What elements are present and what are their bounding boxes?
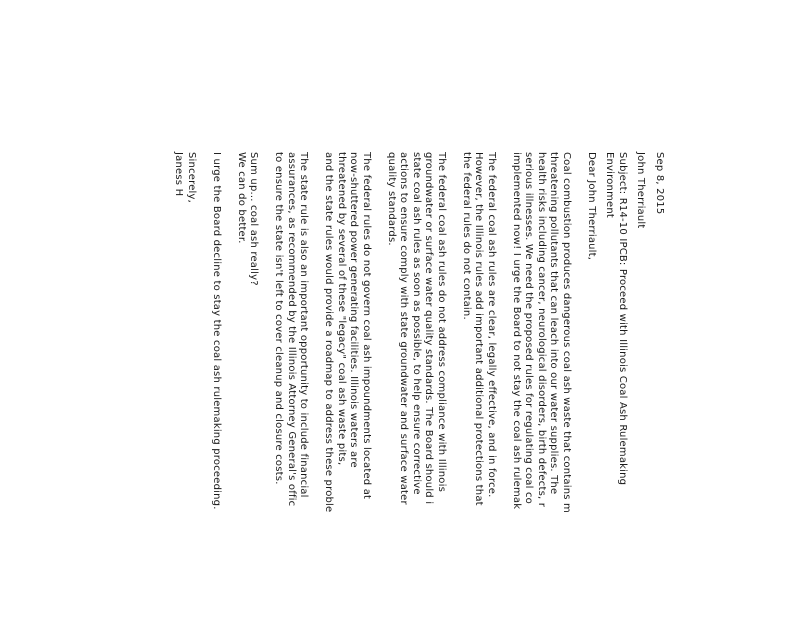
paragraph-line: threatening pollutants that can leach into our water supplies. The xyxy=(548,152,560,495)
paragraph-line: quality standards. xyxy=(386,152,397,246)
letter-subject-line-2: Environment xyxy=(604,152,616,219)
paragraph-line: to ensure the state isn't left to cover cleanup and closure costs. xyxy=(273,152,285,485)
paragraph-4 xyxy=(322,152,372,622)
paragraph-line: Coal combustion produces dangerous coal ash waste that contains m xyxy=(561,152,572,513)
letter-date: Sep 8, 2015 xyxy=(654,152,665,215)
letter-recipient: John Therriault xyxy=(635,152,647,229)
signature-name: Janess H xyxy=(173,152,185,197)
paragraph-5 xyxy=(272,152,310,622)
paragraph-line: now-shuttered power generating facilities. Illinois waters are xyxy=(348,152,360,468)
paragraph-line: The federal coal ash rules are clear, legally effective, and in force. xyxy=(486,152,497,498)
paragraph-line: implemented now! I urge the Board to not stay the coal ash rulemak xyxy=(511,152,522,510)
paragraph-1 xyxy=(510,152,573,622)
paragraph-line: The federal coal ash rules do not address compliance with Illinois xyxy=(436,152,447,493)
paragraph-line: Sum up... coal ash really? xyxy=(248,152,260,286)
signoff: Sincerely, xyxy=(186,152,197,204)
paragraph-line: serious illnesses. We need the proposed rules for regulating coal co xyxy=(523,152,535,504)
letter-salutation: Dear John Therriault, xyxy=(586,152,597,261)
paragraph-line: assurances, as recommended by the Illinois Attorney General's offic xyxy=(286,152,297,507)
paragraph-line: The federal rules do not govern coal ash impoundments located at xyxy=(361,152,372,500)
paragraph-6 xyxy=(235,152,260,622)
paragraph-line: the federal rules do not contain. xyxy=(461,152,472,320)
paragraph-line: We can do better. xyxy=(236,152,247,244)
paragraph-line: threatened by several of these "legacy" coal ash waste pits, xyxy=(336,152,347,466)
letter-body xyxy=(172,152,665,622)
paragraph-line: and the state rules would provide a roadmap to address these proble xyxy=(323,152,335,513)
letter-subject-line-1: Subject: R14-10 IPCB: Proceed with Illinois Coal Ash Rulemaking xyxy=(617,152,628,486)
paragraph-line: groundwater or surface water quality standards. The Board should i xyxy=(423,152,435,505)
paragraph-line: However, the Illinois rules add important additional protections that xyxy=(473,152,485,506)
paragraph-line: The state rule is also an important opportunity to include financial xyxy=(298,152,310,498)
paragraph-line: state coal ash rules as soon as possible, to help ensure corrective xyxy=(411,152,422,495)
paragraph-3 xyxy=(385,152,448,622)
paragraph-2 xyxy=(460,152,498,622)
closing-request: I urge the Board decline to stay the coal ash rulemaking proceeding. xyxy=(211,152,222,510)
paragraph-line: actions to ensure comply with state groundwater and surface water xyxy=(398,152,410,505)
paragraph-line: health risks including cancer, neurological disorders, birth defects, r xyxy=(536,152,547,508)
